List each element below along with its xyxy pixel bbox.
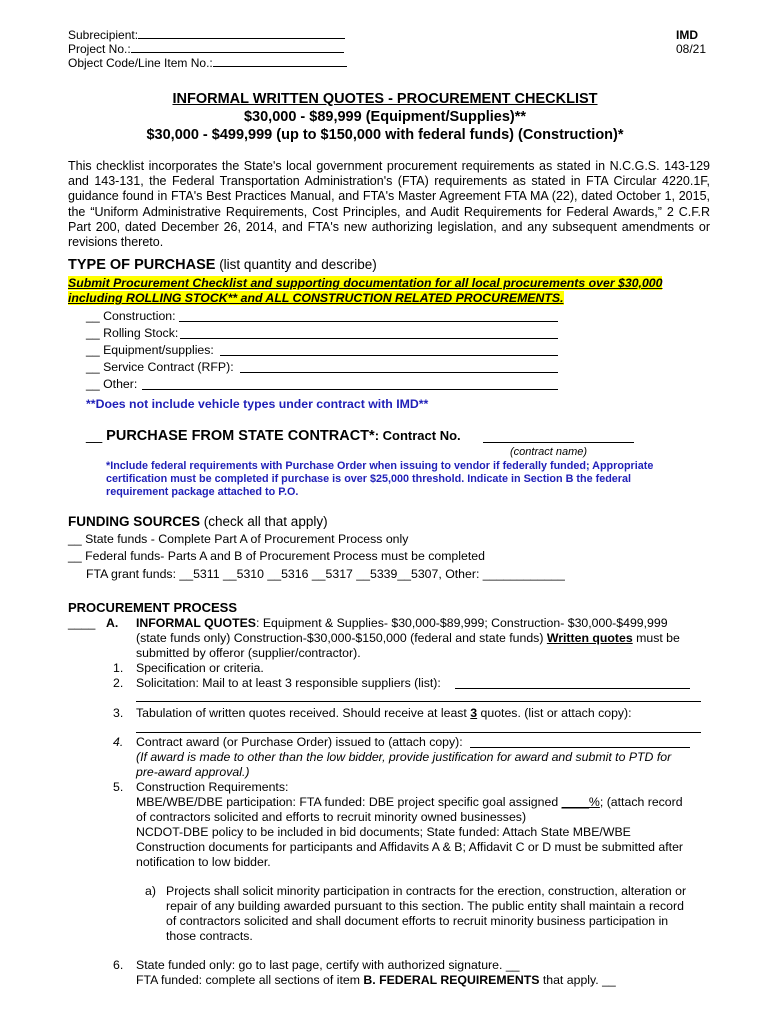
purchase-item-construction[interactable]: __ Construction: [86,309,176,323]
purchase-item-service-contract[interactable]: __ Service Contract (RFP): [86,360,234,374]
type-of-purchase-heading [68,257,377,273]
service-contract-line[interactable] [240,372,558,373]
item-2-text: Solicitation: Mail to at least 3 responsible suppliers (list): [136,676,441,690]
funding-heading [68,514,328,529]
item-3-number: 3. [113,706,124,720]
section-a-line-1: INFORMAL QUOTES: Equipment & Supplies- $30,000-$89,999; Construction- $30,000-$499,999 [136,616,668,630]
state-contract-heading: PURCHASE FROM STATE CONTRACT* [106,428,375,444]
rolling-stock-line[interactable] [180,338,558,339]
item-4-note-1: (If award is made to other than the low bidder, provide justification for award and submit to PTD for [136,750,672,764]
item-6-number: 6. [113,958,124,972]
subrecipient-label: Subrecipient: [68,28,139,42]
procurement-heading: PROCUREMENT PROCESS [68,600,238,615]
contract-no-label: : Contract No. [374,428,461,443]
item-2-number: 2. [113,676,124,690]
other-line[interactable] [142,389,558,390]
title-equipment-range: $30,000 - $89,999 (Equipment/Supplies)** [243,109,527,125]
written-quotes-emphasis: Written quotes [546,631,633,645]
sub-item-a-label: a) [145,884,156,898]
state-contract-row [86,428,461,444]
contract-award-field[interactable] [470,747,690,748]
sub-item-a-line-1: Projects shall solicit minority participation in contracts for the erection, construction, alteration or [166,884,687,898]
item-5-number: 5. [113,780,124,794]
state-contract-note-2: certification must be completed if purchase is over $25,000 threshold. Indicate in Section B the federal [106,473,631,485]
state-contract-note-3: requirement package attached to P.O. [106,486,299,498]
funding-subtitle: (check all that apply) [200,514,328,529]
item-5-line-4: Construction documents for participants and Affidavits A & B; Affidavit C or D must be submitted after [136,840,684,854]
item-5-title: Construction Requirements: [136,780,289,794]
page-title: INFORMAL WRITTEN QUOTES - PROCUREMENT CHECKLIST [172,91,598,107]
fta-grant-funds[interactable]: FTA grant funds: __5311 __5310 __5316 __5317 __5339__5307, Other: ____________ [86,567,565,581]
federal-requirements-ref: B. FEDERAL REQUIREMENTS [363,973,540,987]
vehicle-note: **Does not include vehicle types under contract with IMD** [86,397,429,411]
object-code-field[interactable] [213,56,347,67]
item-5-line-2: of contractors solicited and efforts to recruit minority owned businesses) [136,810,527,824]
item-5-line-3: NCDOT-DBE policy to be included in bid documents; State funded: Attach State MBE/WBE [136,825,631,839]
section-a-line-2: (state funds only) Construction-$30,000-$150,000 (federal and state funds) Written quotes must be [136,631,680,645]
dbe-goal-field[interactable]: ____% [561,795,600,809]
item-1-text: Specification or criteria. [136,661,264,675]
item-4-text: Contract award (or Purchase Order) issued to (attach copy): [136,735,463,749]
contract-no-field[interactable] [483,442,634,443]
purchase-item-equipment[interactable]: __ Equipment/supplies: [86,343,214,357]
highlight-line-1: Submit Procurement Checklist and supporting documentation for all local procurements over $30,000 [68,276,663,290]
funding-state-option[interactable]: __ State funds - Complete Part A of Procurement Process only [68,532,409,546]
item-5-line-1: MBE/WBE/DBE participation: FTA funded: DBE project specific goal assigned ____%; (attach record [136,795,683,809]
section-a-line-3: submitted by offeror (supplier/contractor). [136,646,361,660]
item-6-line-2[interactable]: FTA funded: complete all sections of item B. FEDERAL REQUIREMENTS that apply. __ [136,973,616,987]
construction-line[interactable] [179,321,558,322]
item-5-line-5: notification to low bidder. [136,855,271,869]
item-3-text: Tabulation of written quotes received. Should receive at least 3 quotes. (list or attach copy): [136,706,632,720]
project-label: Project No.: [68,42,131,56]
sub-item-a-line-3: of contractors solicited and shall document efforts to recruit minority business participation in [166,914,669,928]
project-field[interactable] [131,42,344,53]
funding-title: FUNDING SOURCES [68,514,201,529]
state-contract-checkbox[interactable]: __ [86,428,107,444]
purchase-item-rolling-stock[interactable]: __ Rolling Stock: [86,326,179,340]
purchase-item-other[interactable]: __ Other: [86,377,138,391]
intro-paragraph: This checklist incorporates the State's local government procurement requirements as stated in N.C.G.S. 143-129 and 143-131, the Federal Transportation Administration's (FTA) requirements as stated in FTA Circular 4220.1F, guidance found in FTA's Best Practices Manual, and FTA's Master Agreement FTA MA (22), dated October 1, 2015, the “Uniform Administrative Requirements, Cost Principles, and Audit Requirements for Federal Awards,” 2 C.F.R Part 200, dated December 26, 2014, and FTA's new authorizing legislation, and any subsequent amendments or revisions thereto. [68,159,710,250]
object-code-label: Object Code/Line Item No.: [68,56,213,70]
item-4-number: 4. [113,735,124,749]
item-6-line-1[interactable]: State funded only: go to last page, certify with authorized signature. __ [136,958,520,972]
sub-item-a-line-4: those contracts. [166,929,253,943]
contract-name-caption: (contract name) [510,446,588,458]
title-construction-range: $30,000 - $499,999 (up to $150,000 with federal funds) (Construction)* [146,127,624,143]
subrecipient-row [68,28,345,42]
quote-count: 3 [470,706,478,720]
type-of-purchase-subtitle: (list quantity and describe) [215,257,377,272]
informal-quotes-title: INFORMAL QUOTES [136,616,257,630]
object-code-row [68,56,347,70]
state-contract-note-1: *Include federal requirements with Purchase Order when issuing to vendor if federally funded; Appropriate [106,460,654,472]
project-row [68,42,344,56]
item-4-note-2: pre-award approval.) [136,765,250,779]
section-a-checkbox[interactable]: ____ [68,616,96,630]
section-a-letter: A. [106,616,119,630]
org-label: IMD [676,28,698,42]
sub-item-a-line-2: repair of any building awarded pursuant to this section. The public entity shall maintain a record [166,899,684,913]
funding-federal-option[interactable]: __ Federal funds- Parts A and B of Procurement Process must be completed [68,549,485,563]
equipment-line[interactable] [220,355,558,356]
solicitation-field-2[interactable] [136,701,701,702]
type-of-purchase-title: TYPE OF PURCHASE [68,257,216,273]
subrecipient-field[interactable] [138,28,345,39]
highlight-line-2: including ROLLING STOCK** and ALL CONSTRUCTION RELATED PROCUREMENTS. [68,291,564,305]
form-date: 08/21 [676,42,707,56]
solicitation-field[interactable] [455,688,690,689]
tabulation-field[interactable] [136,732,701,733]
item-1-number: 1. [113,661,124,675]
